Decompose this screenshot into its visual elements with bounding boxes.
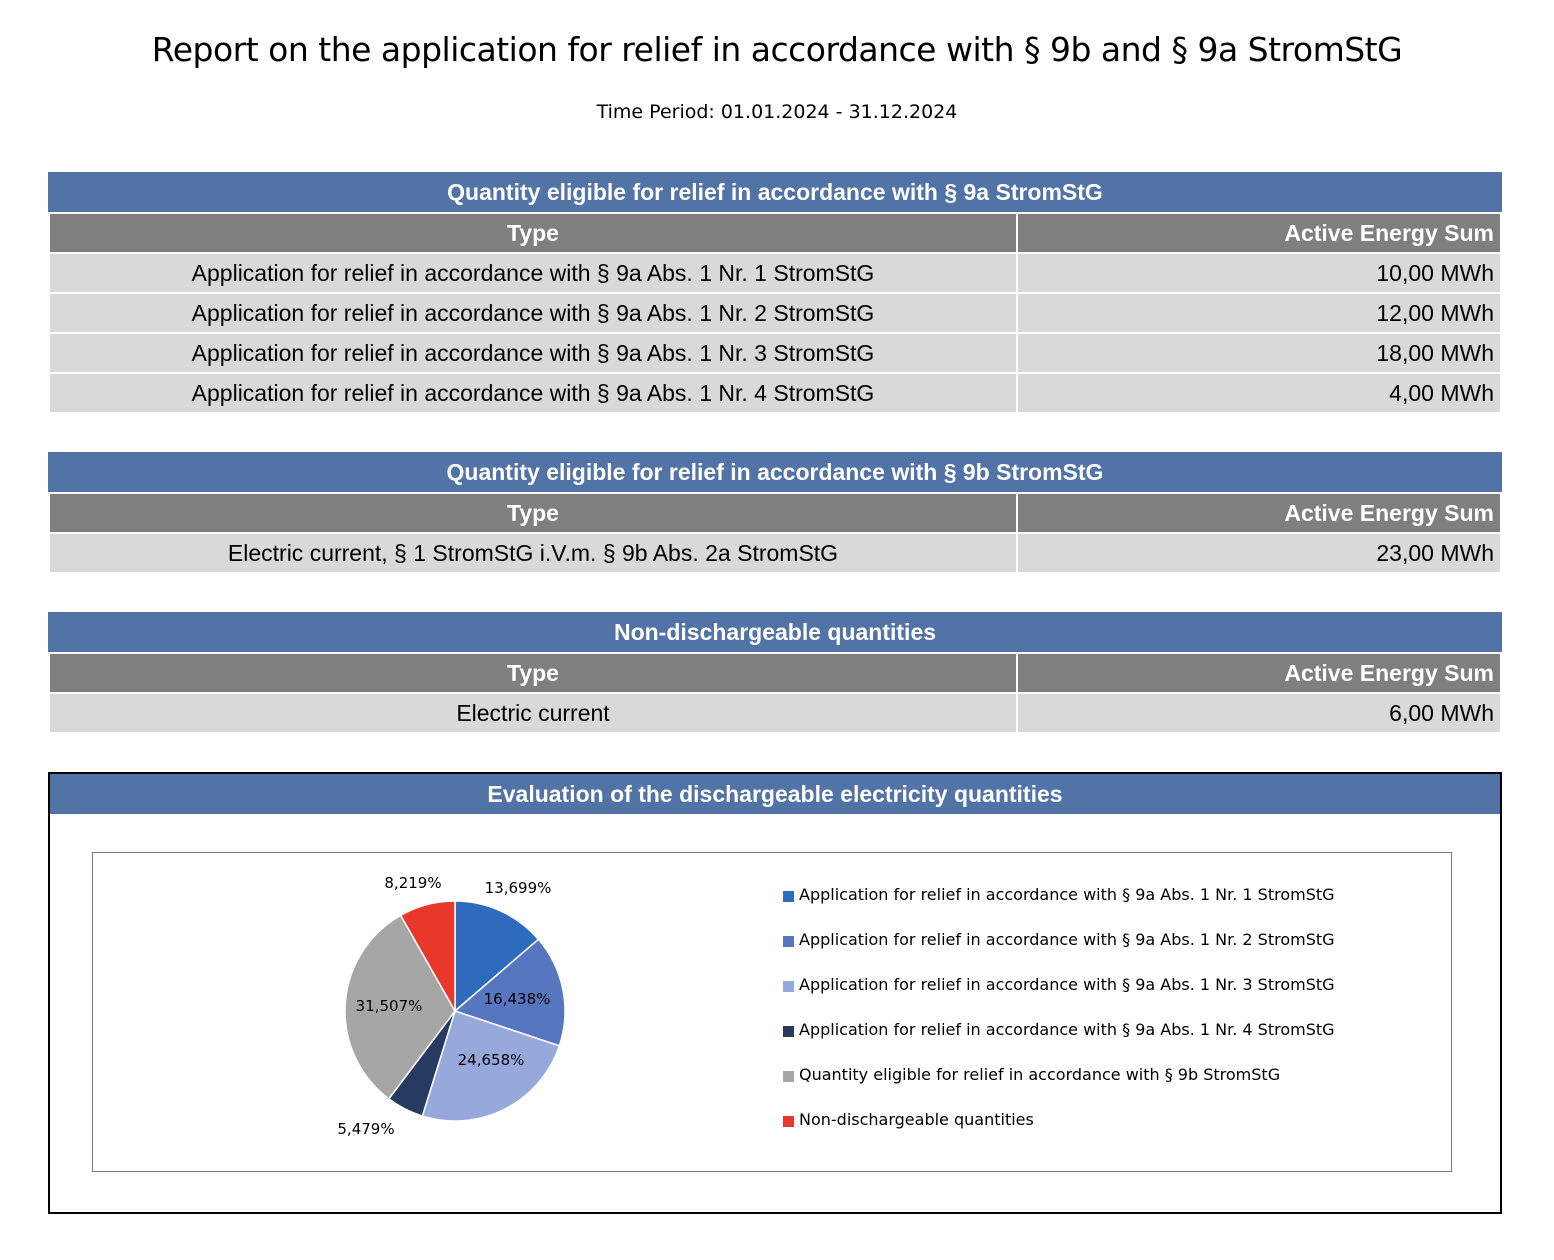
legend-item <box>783 1020 1335 1065</box>
report-title: Report on the application for relief in accordance with § 9b and § 9a StromStG <box>151 30 1403 69</box>
column-header-energy: Active Energy Sum <box>1018 214 1500 252</box>
legend-item <box>783 930 1335 975</box>
legend-label: Quantity eligible for relief in accordance with § 9b StromStG <box>799 1065 1281 1084</box>
legend-item <box>783 885 1335 930</box>
legend-label: Application for relief in accordance with § 9a Abs. 1 Nr. 3 StromStG <box>799 975 1335 994</box>
section-9a-table <box>48 172 1502 412</box>
row-energy: 12,00 MWh <box>1018 294 1500 332</box>
legend-label: Application for relief in accordance with § 9a Abs. 1 Nr. 4 StromStG <box>799 1020 1335 1039</box>
section-9a-heading: Quantity eligible for relief in accordance with § 9a StromStG <box>48 172 1502 212</box>
column-header-type: Type <box>50 214 1016 252</box>
table-header-row <box>48 492 1502 532</box>
pie-data-label: 13,699% <box>484 879 552 897</box>
pie-data-label: 24,658% <box>457 1051 525 1069</box>
legend-item <box>783 1110 1335 1155</box>
legend-swatch <box>783 981 794 992</box>
pie-data-label: 16,438% <box>483 990 551 1008</box>
pie-data-label: 5,479% <box>337 1120 395 1138</box>
section-non-dischargeable-heading: Non-dischargeable quantities <box>48 612 1502 652</box>
chart-legend <box>783 885 1335 1155</box>
column-header-type: Type <box>50 494 1016 532</box>
legend-swatch <box>783 1116 794 1127</box>
section-9b-heading: Quantity eligible for relief in accordance with § 9b StromStG <box>48 452 1502 492</box>
row-energy: 18,00 MWh <box>1018 334 1500 372</box>
column-header-type: Type <box>50 654 1016 692</box>
row-type: Electric current <box>50 694 1016 732</box>
column-header-energy: Active Energy Sum <box>1018 494 1500 532</box>
chart-plot-area <box>92 852 1452 1172</box>
chart-heading: Evaluation of the dischargeable electricity quantities <box>50 774 1500 814</box>
row-energy: 23,00 MWh <box>1018 534 1500 572</box>
row-energy: 6,00 MWh <box>1018 694 1500 732</box>
table-row <box>48 252 1502 292</box>
table-row <box>48 532 1502 572</box>
row-type: Application for relief in accordance with § 9a Abs. 1 Nr. 3 StromStG <box>50 334 1016 372</box>
legend-label: Application for relief in accordance with § 9a Abs. 1 Nr. 1 StromStG <box>799 885 1335 904</box>
legend-label: Application for relief in accordance with § 9a Abs. 1 Nr. 2 StromStG <box>799 930 1335 949</box>
table-row <box>48 372 1502 412</box>
row-energy: 4,00 MWh <box>1018 374 1500 412</box>
row-type: Application for relief in accordance with § 9a Abs. 1 Nr. 1 StromStG <box>50 254 1016 292</box>
legend-item <box>783 1065 1335 1110</box>
column-header-energy: Active Energy Sum <box>1018 654 1500 692</box>
row-type: Application for relief in accordance with § 9a Abs. 1 Nr. 2 StromStG <box>50 294 1016 332</box>
chart-section <box>48 772 1502 1214</box>
table-header-row <box>48 212 1502 252</box>
pie-chart <box>93 853 733 1171</box>
legend-swatch <box>783 1071 794 1082</box>
section-non-dischargeable-table <box>48 612 1502 732</box>
pie-data-label: 31,507% <box>355 997 423 1015</box>
legend-swatch <box>783 936 794 947</box>
table-row <box>48 332 1502 372</box>
table-header-row <box>48 652 1502 692</box>
table-row <box>48 692 1502 732</box>
pie-data-label: 8,219% <box>384 874 442 892</box>
table-row <box>48 292 1502 332</box>
row-energy: 10,00 MWh <box>1018 254 1500 292</box>
row-type: Electric current, § 1 StromStG i.V.m. § 9b Abs. 2a StromStG <box>50 534 1016 572</box>
legend-swatch <box>783 1026 794 1037</box>
section-9b-table <box>48 452 1502 572</box>
legend-swatch <box>783 891 794 902</box>
time-period: Time Period: 01.01.2024 - 31.12.2024 <box>596 101 958 123</box>
legend-label: Non-dischargeable quantities <box>799 1110 1034 1129</box>
legend-item <box>783 975 1335 1020</box>
row-type: Application for relief in accordance with § 9a Abs. 1 Nr. 4 StromStG <box>50 374 1016 412</box>
